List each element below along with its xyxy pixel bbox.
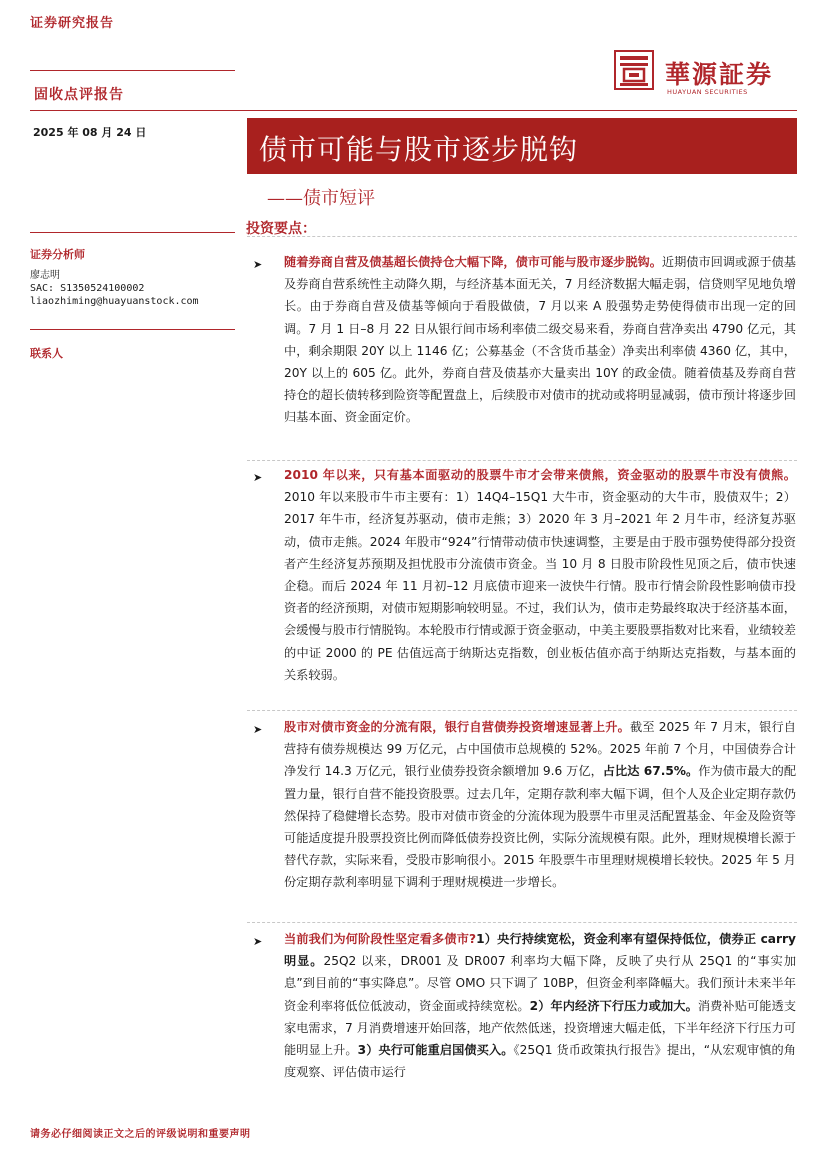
- header-rule: [30, 70, 235, 71]
- bullet-marker: ➤: [253, 471, 263, 484]
- bullet-4-bold-2: 2）年内经济下行压力或加大。: [529, 998, 698, 1013]
- bullet-marker: ➤: [253, 935, 263, 948]
- category-rule: [30, 110, 797, 111]
- analyst-sac: SAC: S1350524100002: [30, 283, 145, 294]
- contact-rule: [30, 329, 235, 330]
- title-banner: [247, 118, 797, 174]
- bullet-paragraph-1: [284, 251, 796, 429]
- bullet-2-highlight: 2010 年以来，只有基本面驱动的股票牛市才会带来债熊，资金驱动的股票牛市没有债熊。: [284, 468, 796, 482]
- page-title: 债市可能与股市逐步脱钩: [259, 133, 579, 166]
- bullet-1-text: 近期债市回调或源于债基及券商自营系统性主动降久期，与经济基本面无关，7 月经济数据大幅走弱，信贷则罕见地负增长。由于券商自营及债基等倾向于看股做债，7 月以来 A 股强势走势使得债市出现一定的回调。7 月 1 日–8 月 22 日从银行间市场利率债二级交易来看，券商自营净卖出 4790 亿元，其中，剩余期限 20Y 以上 1146 亿；公募基金（不含货币基金）净卖出利率债 4360 亿，其中，20Y 以上的 605 亿。此外，券商自营及债基亦大量卖出 10Y 的政金债。随着债基及券商自营持仓的超长债转移到险资等配置盘上，后续股市对债市的扰动或将明显减弱，债市预计将逐步回归基本面、资金面定价。: [284, 255, 796, 425]
- analyst-heading: 证券分析师: [30, 248, 85, 261]
- analyst-rule: [30, 232, 235, 233]
- bullet-3-bold: 占比达 67.5%。: [602, 764, 699, 779]
- bullet-4-text-2: 消费补贴可能透支家电需求，7 月消费增速开始回落，地产依然低迷，投资增速大幅走低，下半年经济下行压力可能明显上升。: [284, 998, 797, 1058]
- key-points-divider: [247, 236, 797, 237]
- bullet-4-bold-3: 3）央行可能重启国债买入。: [357, 1043, 514, 1058]
- bullet-paragraph-4: [284, 928, 796, 1083]
- report-category: 固收点评报告: [34, 87, 124, 103]
- logo-name-cn: 華源証券: [665, 60, 774, 89]
- bullet-marker: ➤: [253, 258, 263, 271]
- bullet-marker: ➤: [253, 723, 263, 736]
- bullet-3-text-b: 作为债市最大的配置力量，银行自营不能投资股票。过去几年，定期存款利率大幅下调，但个人及企业定期存款仍然保持了稳健增长态势。股市对债市资金的分流体现为股票牛市里灵活配置基金、年金及险资等可能适度提升股票投资比例而降低债券投资比例，实际分流规模有限。此外，理财规模增长源于替代存款，实际来看，受股市影响很小。2015 年股票牛市里理财规模增长较快。2025 年 5 月份定期存款利率明显下调利于理财规模进一步增长。: [284, 764, 797, 890]
- bullet-1-highlight: 随着券商自营及债基超长债持仓大幅下降，债市可能与股市逐步脱钩。: [284, 255, 662, 269]
- bullet-4-text-3: 《25Q1 货币政策执行报告》提出，“从宏观审慎的角度观察、评估债市运行: [284, 1043, 796, 1080]
- report-type: 证券研究报告: [30, 16, 115, 31]
- bullet-divider: [247, 710, 797, 711]
- analyst-block: [30, 232, 235, 307]
- page-subtitle: ——债市短评: [267, 188, 375, 209]
- bullet-2-text: 2010 年以来股市牛市主要有：1）14Q4–15Q1 大牛市，资金驱动的大牛市，股债双牛；2）2017 年牛市，经济复苏驱动，债市走熊；3）2020 年 3 月–2021 年 2 月牛市，经济复苏驱动，债市走熊。2024 年股市“924”行情带动债市快速调整，主要是由于股市强势使得部分投资者产生经济复苏预期及担忧股市分流债市资金。当 10 月 8 日股市阶段性见顶之后，债市快速企稳。而后 2024 年 11 月初–12 月底债市迎来一波快牛行情。股市行情会阶段性影响债市投资者的经济预期，对债市短期影响较明显。不过，我们认为，债市走势最终取决于经济基本面，会缓慢与股市行情脱钩。本轮股市行情或源于资金驱动，中美主要股票指数对比来看，业绩较差的中证 2000 的 PE 估值远高于纳斯达克指数，创业板估值亦高于纳斯达克指数，与基本面的关系较弱。: [284, 490, 796, 682]
- bullet-3-text-a: 截至 2025 年 7 月末，银行自营持有债券规模达 99 万亿元，占中国债市总规模的 52%。2025 年前 7 个月，中国债券合计净发行 14.3 万亿元，银行业债券投资余额增加 9.6 万亿，: [284, 720, 796, 779]
- contact-heading: 联系人: [30, 347, 63, 360]
- bullet-divider: [247, 460, 797, 461]
- bullet-divider: [247, 922, 797, 923]
- analyst-name: 廖志明: [30, 270, 60, 281]
- footer-disclaimer: 请务必仔细阅读正文之后的评级说明和重要声明: [30, 1129, 251, 1140]
- bullet-4-bold-1: 1）央行持续宽松，资金利率有望保持低位，债券正 carry 明显。: [284, 932, 796, 969]
- bullet-4-highlight: 当前我们为何阶段性坚定看多债市?: [284, 932, 477, 946]
- bullet-3-highlight: 股市对债市资金的分流有限，银行自营债券投资增速显著上升。: [284, 720, 630, 734]
- report-date: 2025 年 08 月 24 日: [33, 126, 147, 139]
- bullet-paragraph-2: [284, 464, 796, 686]
- key-points-label: 投资要点：: [246, 221, 316, 237]
- bullet-4-text-1: 25Q2 以来，DR001 及 DR007 利率均大幅下降，反映了央行从 25Q1 的“事实加息”到目前的“事实降息”。尽管 OMO 只下调了 10BP，但资金利率降幅大。我们预计未来半年资金利率将低位低波动，资金面或持续宽松。: [284, 954, 797, 1013]
- huayuan-logo-icon: [614, 50, 654, 90]
- logo-name-en: HUAYUAN SECURITIES: [667, 88, 748, 96]
- analyst-email[interactable]: liaozhiming@huayuanstock.com: [30, 296, 199, 307]
- bullet-paragraph-3: [284, 716, 796, 894]
